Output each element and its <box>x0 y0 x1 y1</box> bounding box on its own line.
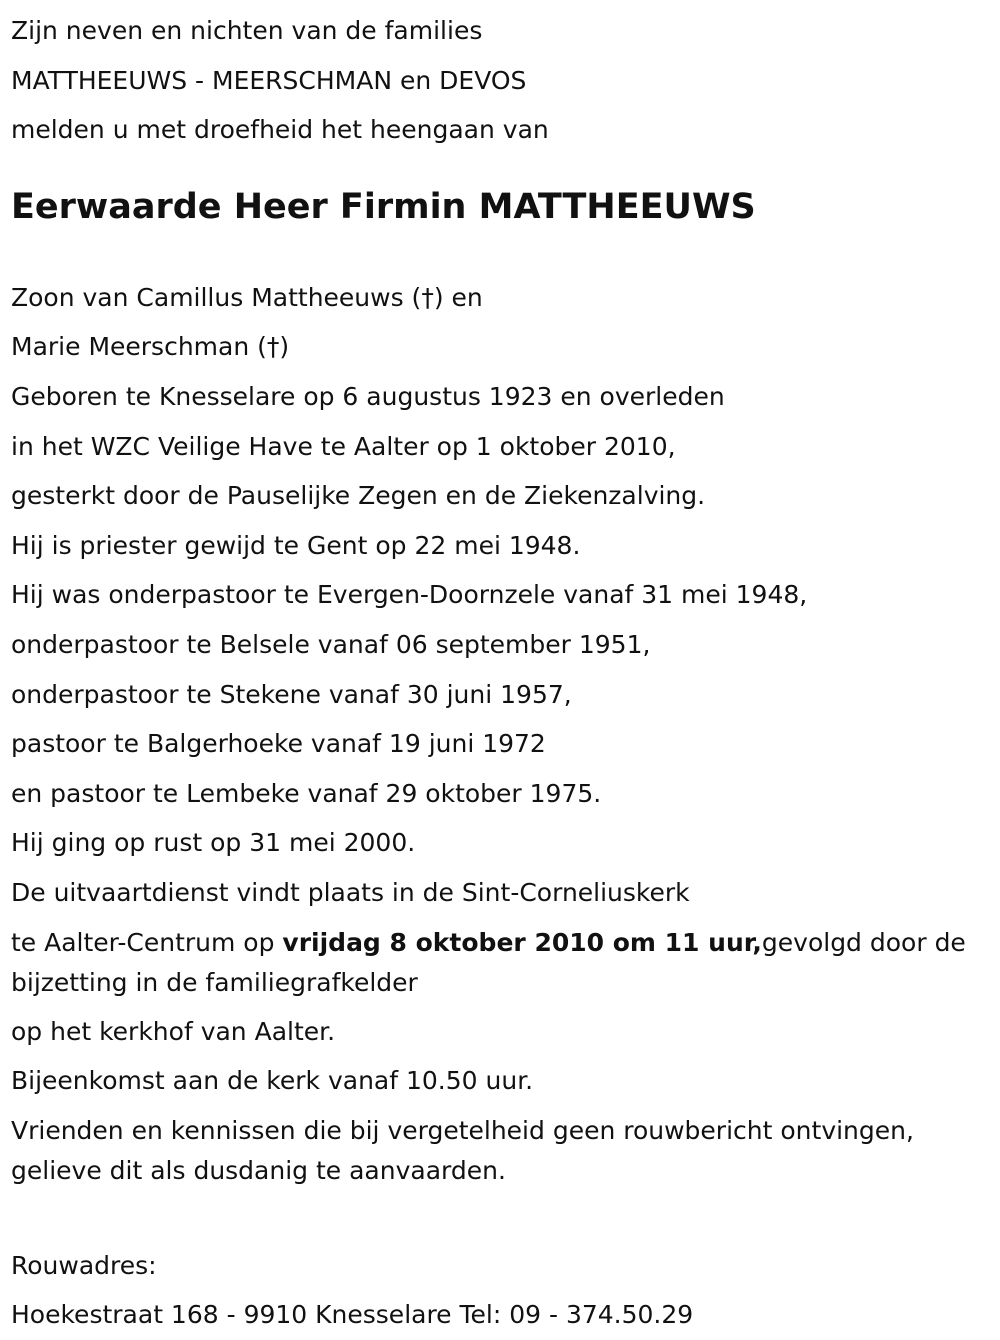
career-line-3: onderpastoor te Stekene vanaf 30 juni 1957, <box>11 679 572 709</box>
birth-line: Geboren te Knesselare op 6 augustus 1923 en overleden <box>11 381 725 411</box>
retirement-line: Hij ging op rust op 31 mei 2000. <box>11 828 416 858</box>
notice-paragraph: Vrienden en kennissen die bij vergetelheid geen rouwbericht ontvingen, gelieve dit als dusdanig te aanvaarden. <box>11 1115 914 1185</box>
parents-line-1-text: Zoon van Camillus Mattheeuws ( <box>11 282 422 312</box>
career-line-2: onderpastoor te Belsele vanaf 06 september 1951, <box>11 629 651 659</box>
career-line-1: Hij was onderpastoor te Evergen-Doornzele vanaf 31 mei 1948, <box>11 580 808 610</box>
intro-line-3: melden u met droefheid het heengaan van <box>11 115 549 145</box>
obituary-notice <box>11 6 991 1340</box>
address-label: Rouwadres: <box>11 1250 157 1280</box>
parents-line-1 <box>11 273 991 323</box>
deceased-name: Eerwaarde Heer Firmin MATTHEEUWS <box>11 186 756 227</box>
parents-line-2-end: ) <box>279 332 290 362</box>
cross-icon: † <box>266 332 280 362</box>
sacraments-line: gesterkt door de Pauselijke Zegen en de Ziekenzalving. <box>11 481 706 511</box>
parents-line-1-end: ) en <box>433 282 483 312</box>
spacer <box>11 1195 991 1241</box>
service-date-time: vrijdag 8 oktober 2010 om 11 uur, <box>282 927 762 957</box>
burial-line: op het kerkhof van Aalter. <box>11 1016 336 1046</box>
career-line-4: pastoor te Balgerhoeke vanaf 19 juni 1972 <box>11 729 546 759</box>
service-line-2 <box>11 918 991 1007</box>
address-value: Hoekestraat 168 - 9910 Knesselare Tel: 09 - 374.50.29 <box>11 1300 694 1330</box>
death-line: in het WZC Veilige Have te Aalter op 1 oktober 2010, <box>11 431 676 461</box>
cross-icon: † <box>421 282 434 312</box>
career-line-5: en pastoor te Lembeke vanaf 29 oktober 1975. <box>11 778 602 808</box>
ordination-line: Hij is priester gewijd te Gent op 22 mei 1948. <box>11 530 581 560</box>
intro-line-1: Zijn neven en nichten van de families <box>11 16 483 45</box>
parents-line-2-text: Marie Meerschman ( <box>11 332 267 362</box>
service-line-2-text: te Aalter-Centrum op <box>11 927 283 957</box>
service-line-1: De uitvaartdienst vindt plaats in de Sint-Corneliuskerk <box>11 877 690 907</box>
intro-line-2: MATTHEEUWS - MEERSCHMAN en DEVOS <box>11 65 527 95</box>
gathering-line: Bijeenkomst aan de kerk vanaf 10.50 uur. <box>11 1066 534 1096</box>
parents-line-2 <box>11 322 991 372</box>
service-line-2-end: gevolgd door de bijzetting in de familiegrafkelder <box>11 927 966 997</box>
